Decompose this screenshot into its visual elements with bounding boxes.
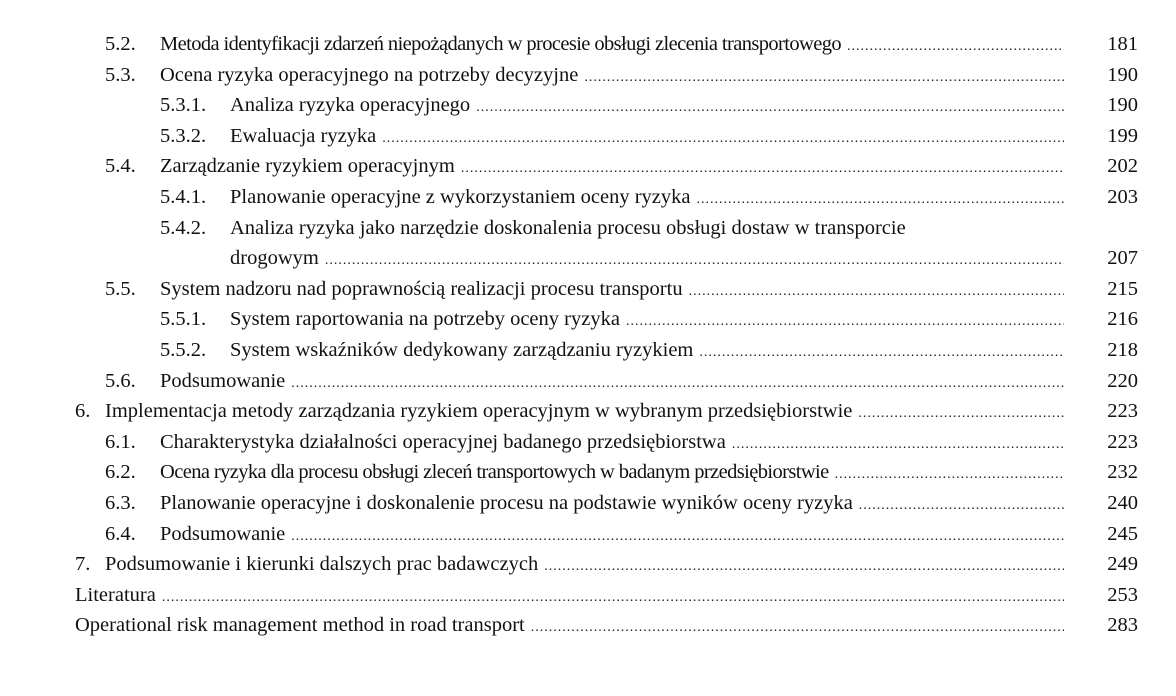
toc-entry-number: 5.3.1. [160,94,207,117]
toc-entry-title: Ocena ryzyka dla procesu obsługi zleceń transportowych w badanym przedsiębiorstwie [160,461,829,484]
toc-entry-number: 5.4. [105,155,136,178]
toc-entry [75,64,1138,95]
toc-entry-title: System wskaźników dedykowany zarządzaniu ryzykiem [230,338,694,361]
toc-entry-page: 223 [1107,430,1138,453]
toc-entry-page: 215 [1107,277,1138,300]
toc-entry-page: 220 [1107,369,1138,392]
toc-entry [75,584,1138,615]
toc-entry-page: 203 [1107,185,1138,208]
toc-entry-page: 218 [1107,338,1138,361]
dot-leader [835,467,1064,483]
toc-entry-title: drogowym [230,247,319,270]
dot-leader [476,100,1064,116]
dot-leader [697,192,1065,208]
toc-entry-title: Metoda identyfikacji zdarzeń niepożądanych w procesie obsługi zlecenia transportowego [160,33,842,55]
toc-entry-title: Implementacja metody zarządzania ryzykiem operacyjnym w wybranym przedsiębiorstwie [105,400,853,423]
toc-entry-number: 5.6. [105,369,136,392]
dot-leader [732,437,1064,453]
toc-entry [75,94,1138,125]
dot-leader [162,590,1064,606]
toc-entry-page: 232 [1107,461,1138,484]
toc-entry-page: 202 [1107,155,1138,178]
toc-entry-title: Analiza ryzyka operacyjnego [230,94,471,117]
toc-entry-number: 5.5.1. [160,308,207,331]
toc-entry-page: 283 [1107,614,1138,637]
toc-entry-title: Ewaluacja ryzyka [230,124,377,147]
dot-leader [461,161,1064,177]
toc-entry-title: System raportowania na potrzeby oceny ryzyka [230,308,620,331]
dot-leader [859,498,1064,514]
toc-entry-title: Operational risk management method in road transport [75,614,525,637]
toc-entry-number: 6.1. [105,430,136,453]
toc-entry-page: 207 [1107,247,1138,270]
toc-entry [75,33,1138,64]
toc-entry-page: 181 [1107,33,1138,55]
toc-entry [75,614,1138,645]
toc-entry-page: 190 [1107,94,1138,117]
toc-entry-title: Analiza ryzyka jako narzędzie doskonalenia procesu obsługi dostaw w transporcie [230,216,906,239]
toc-entry [75,339,1138,370]
toc-entry [75,492,1138,523]
toc-entry-number: 5.2. [105,33,136,55]
table-of-contents [75,33,1138,645]
dot-leader [584,70,1064,86]
dot-leader [626,314,1064,330]
toc-entry-number: 5.3. [105,63,136,86]
dot-leader [544,559,1064,575]
toc-entry [75,278,1138,309]
toc-entry [75,308,1138,339]
toc-entry-number: 5.4.1. [160,185,207,208]
dot-leader [531,620,1064,636]
toc-entry-page: 249 [1107,553,1138,576]
toc-entry-title: Literatura [75,583,156,606]
toc-entry-page: 253 [1107,583,1138,606]
dot-leader [858,406,1064,422]
toc-entry-page: 245 [1107,522,1138,545]
dot-leader [382,131,1064,147]
toc-entry-number: 5.5.2. [160,338,207,361]
toc-entry-number: 5.3.2. [160,124,207,147]
toc-entry-page: 216 [1107,308,1138,331]
toc-entry [75,523,1138,554]
toc-entry [75,431,1138,462]
toc-entry-title: Charakterystyka działalności operacyjnej badanego przedsiębiorstwa [160,430,726,453]
toc-entry-title: Planowanie operacyjne i doskonalenie procesu na podstawie wyników oceny ryzyka [160,491,853,514]
toc-entry-title: Planowanie operacyjne z wykorzystaniem oceny ryzyka [230,185,691,208]
toc-entry-page: 223 [1107,400,1138,423]
dot-leader [847,39,1064,55]
toc-entry [75,553,1138,584]
toc-entry-number: 6. [75,400,91,423]
toc-entry-title: Podsumowanie [160,369,286,392]
toc-entry-title: Zarządzanie ryzykiem operacyjnym [160,155,455,178]
toc-entry-number: 7. [75,553,91,576]
toc-entry [75,247,1138,278]
toc-entry [75,155,1138,186]
toc-entry-number: 6.2. [105,461,136,484]
toc-entry-page: 190 [1107,63,1138,86]
toc-entry-number: 6.4. [105,522,136,545]
toc-entry-number: 6.3. [105,491,136,514]
dot-leader [689,284,1064,300]
toc-entry-number: 5.4.2. [160,216,207,239]
toc-entry [75,400,1138,431]
dot-leader [291,529,1064,545]
toc-entry-title: Ocena ryzyka operacyjnego na potrzeby decyzyjne [160,63,579,86]
toc-entry [75,125,1138,156]
toc-entry [75,186,1138,217]
toc-entry-page: 240 [1107,491,1138,514]
toc-entry-title: System nadzoru nad poprawnością realizacji procesu transportu [160,277,683,300]
toc-entry [75,217,1138,248]
toc-entry-page: 199 [1107,124,1138,147]
toc-entry [75,370,1138,401]
toc-entry [75,461,1138,492]
dot-leader [325,253,1064,269]
toc-entry-title: Podsumowanie i kierunki dalszych prac badawczych [105,553,539,576]
dot-leader [291,376,1064,392]
toc-entry-title: Podsumowanie [160,522,286,545]
dot-leader [699,345,1064,361]
toc-entry-number: 5.5. [105,277,136,300]
